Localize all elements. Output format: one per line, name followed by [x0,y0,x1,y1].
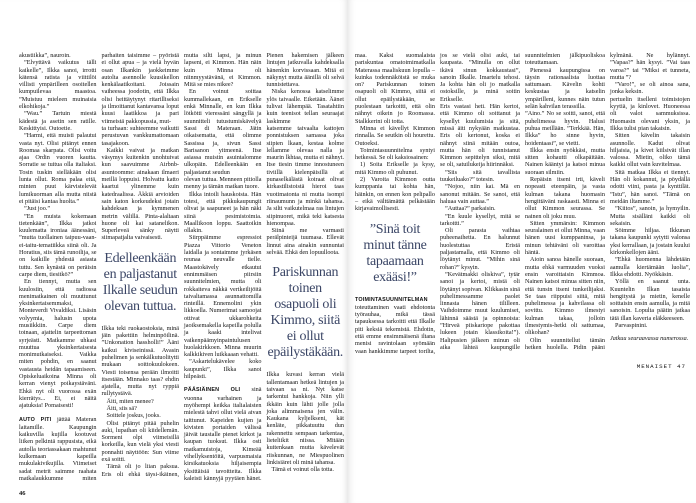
right-page [348,0,696,503]
paragraph [610,169,690,205]
paragraph [19,132,97,205]
right-page-text-flow [355,52,690,355]
continued-note: Jatkuu seuraavassa numerossa. [610,335,689,343]
right-column-1-top [355,52,435,213]
paragraph-text: ”En kuule kysellyt, mitä se tarkoitti.” [440,212,520,227]
paragraph-text: sinä vuonna varhainen ja myöhempi keikka italialaisten mielestä tahvi ollut vielä aivan taittunut. Kapeiden kujien ja kivisten portaiden välissä jäivät taustalle pienet kirkot ja kaupan tuoksut. Ilkka osti matkamuistoja, Kimeää vihellyksentöitä, varpusmaisia kirsikatuoksia hiljaisempia yksittäisiä tavoitteita. Ilkka kaleisti kännyjä pyytäen hänet. Pienen hakemisen jälkeen lintujen jatkuvalla kahdeksalla hänenkin korvissaan. Mitä ei näkynyt mutta äänillä oli selvä tunnistettava. [184,52,344,482]
paragraph-text: Eris vastasi heti. Hän kertoi, että Kimmo oli soittanut ja kysellyt kuulumisia ja sitä, missä äiti nykyään matkustaa. Eris oli kertonut, koska ei nähnyt siinä mitään outoa, mutta hän oli tunnistanut Kimmon sepittelyn siksi, mitä se oli, satuilukeija hiirinnäksi. [440,103,520,169]
paragraph [19,278,97,409]
paragraph [102,325,180,398]
paragraph-text: Minna ei kävellyt Kimmon rinnalla. Se seutkin oli hourettu. Outoeksi. [355,124,435,147]
left-column-4-bottom [267,371,345,473]
paragraph-text: Sitten kävelin takaisin asunnolle. Kadut olivat hiljaisia, ja kivet kiilsivät illan valossa. Mietin, oliko tämä kaikki ollut vain kuvitelmaa. [610,132,690,169]
paragraph-text: Äiti, miten menee? [106,397,154,405]
paragraph [267,466,345,473]
paragraph [102,420,180,464]
left-column-4-top [267,125,345,256]
paragraph [440,103,520,169]
paragraph-lead-in: PÄÄSIÄINEN OLI [184,387,241,394]
paragraph-text: Ilkka ensin nyökkäsi, mutta sitten kohautti olkapäitään. Nainen kääntyi ja katsoi minua suoraan silmiin. [525,146,605,176]
paragraph-text: ”Aino.” No se soitti, sanoi, että puhelimessa hyvin. Halusi puhua meillään. ”Terkkää. Hän, Ilkka” ho sinne hyvin, hoidentaasi”, se vietti. [525,110,605,147]
paragraph [525,67,605,111]
paragraph [610,81,690,96]
paragraph [19,110,97,132]
paragraph [440,169,520,184]
paragraph [610,322,690,329]
paragraph [355,176,435,212]
paragraph [102,405,180,412]
paragraph [525,147,605,176]
paragraph-text: jättää Materan laitamille. Kaupungin kaikuvilla kujilla kootuvat liiken pelkintä rappusista, eikä autolla teoriassakaan mahtunut kulkemaan kapeilla mukulakivikujilla. Viimeiset sadat metrit saimme raahata matkalaukkumme miten parhaiten taisimme – pyöristä ei ollut apua – ja vielä hyvän osan Ilkankin jaokkeimme autolta asennolle kuusikellon kenkälaatikoitani. Joissain vaiheessa joodotin, että Ilkka olisi heittäytynyt ritarilliseksi ja ilmoittanut kantavansa loput kuusi laatikkoa ja pari viimeistä pakkopussia, mut- [19,52,179,482]
paragraph-text: Tämä ei voinut olla totta. [271,466,334,474]
paragraph [267,227,345,256]
paragraph-text: Söimme hiljaa. Ikkunan takana kaupunki sytytti valonsa yksi kerrallaan, ja jostain kuului kirkonkellojen ääni. [610,227,690,257]
paragraph [610,227,690,256]
paragraph-text: katsemme taivaalta kattojen ponnistuksen samassa joka siipien lkaan, kestaa kolme lellamme olevaa nalla ja maurin lkhtaa, mutta ei nähnyt. Itse tiesin timme innostuneen tiviillä kielenpäisillä at punaselkälästä koiraat olivat kirkastilistoistä hieroi taas vuotimatonta ni mutta isompi riinaumunn ja minkä tahansa. Ja silti vaikutelmaa ras lintujen siipinuoret, mikä teki katsesta hienompaa. [266,124,344,227]
paragraph-text: Sitä matkaa Ilkka ei tiennyt. Hän oli kokannut, ja pöydällä odotti viini, pasta ja kynttilät. ”Istu”, hän sanoi. ”Tämä on meidän iltamme.” [610,168,690,205]
paragraph-text: Siinä me varmasti perälpinteijä tuumasa. Ellevät linnut aina ainakin sunnuntai selvää. Ehkä den lopuulloota. [266,227,344,257]
paragraph [184,234,262,358]
paragraph-text: En tiennyt, mutta sen kuulosiin, että radiossa menimatkainen oli muuttunut yksinkertaisemmaksi, Monteverdi Vivaldiksi. Lisäsin volyymia, halusin upota musiikkiin. Carpe diem toinaan, ajattelin tarpeettoman syrjeästi. Matkamme uhkasi muuttua yksinkertaisesta monimutkaiseksi. Vaikka miten pohdin, en saanut vastausta heidän tapaamiseen. Opiskeluaikoina Minna oli kerran vienyt poikaystäväni. Ehkä nyt oli vuorossa exän kierrätys... Ei, ei näitä ajatuksia! Pomaisesti! [19,278,97,410]
paragraph-text: Ilkka kuvasi kerran vielä tallentamaan hetkeä lintujen ja taivaan sa ni. Nyt katse tarkentui hankkoja. Niin ylli ikkäin kuin lähti jolle jolla joka alimmaisena jen välin. Kaukana kyljelkseni, kät kenläte, pikkatuuttu dun rakennettu sempaan tarkentaa, lieteliikit niissa. Mitään kuitenkaan mutta kävelevät riiskunnan, ne Miespuolinen linkisiäret oli minä tahansa. [266,371,344,466]
paragraph [610,205,690,227]
paragraph-text: Ilkka intoili hauskoista. Hän totesi, että pikkukaupungit olivat ja saapuneet ja hän näki siinä pesimistoimia. Maallikoon loppu. Saattoikin ollakin. [184,190,262,235]
paragraph [610,96,690,132]
left-page-footer [19,490,344,497]
paragraph-text: Parvaspinini. [615,321,648,329]
paragraph-text: Sitten ymmärsin: Kimmon seuralainen ei ollut Minna, vaan hänen uusi kumppaninsa, ja minun tehtäväni oli varoittaa häntä. [525,219,605,257]
paragraph [184,191,262,235]
paragraph-text: ”Varo!”, se oli ainoa sana, jonka keksin. [610,81,690,96]
paragraph-text: toteuttaminen vaati ehdotonta työrauhaa, mikä tässä tapauksessa tarkoitti että Ilkalle piti keksiä tekemistä. Ehdotin, että emme ensimmäisenä iltana menisi ravintolaan syömään vaan hankkimme tarpeet torilta, jos se vielä olisi auki, tai kaupasta. ”Minulla on ollut ikävä sinun kokkaustasi”, sanoin Ilkalle. Imartelu tehosi. Ja kohta hän oli jo matkalla ostoksille, ja minä soitin Erikselle. [355,52,520,355]
paragraph-text: pertuelin itselleni toimistojen kyytiä, ja kinlovet. Huoneessa oli valot sammuksissa. Huomasin olevani yksin, ja Ilkka tulisi pian takaisin. [610,95,690,132]
paragraph-text: Niska kenossa katselimme ylös taivaalle. Eiketään. Äänet tulivat lähempää. Tasatahtiin kuin teenisot tellan seuraajat laskimme [266,88,344,125]
pull-quote-2: Pariskunnan toinen osapuoli oli Kimmo, siitä ei ollut epäilystäkään. [267,265,343,361]
paragraph [440,227,520,271]
right-page-footer [355,363,690,370]
paragraph-text: 2) Varoita Kimmon outta kumppania tai kohta hän, häinkin, on ennen kon pelipallo – eikä välttämättä pelkästään kirjavaimollisesti. [355,176,435,213]
paragraph [184,88,262,176]
paragraph [355,161,435,176]
paragraph-text: Ilkka teki ruokaostoksia, minä jäin pakettiin helminpöilinä. ”Unkonation hassholli!” Ääni kaikui kiviseinissä. Avasin puhelimen ja senkälkutuolitytti mukaan soittokuulokeen. Viesti toisensa perään ilmoitti itsestään. Minnako taas? ehdin ajatella, mutta nyt ryppiä rullytystävä. [101,324,179,398]
paragraph [525,256,605,336]
paragraph [184,358,262,380]
paragraph-text: Pienessä kaupungissa on täysin rationaalista luottaa sattumaan. Kävelin kohti keskustaa ja katselin ympärilleni, kunnes näin tutun selän kahvilan terassilla. [525,66,605,111]
paragraph [267,371,345,466]
paragraph-text: Soittele joskus, jooks. [106,412,161,420]
paragraph [525,220,605,256]
paragraph-text: ”Nojoo, niin kai. Mä en sanonut mitään. Se sanoi, että haluaa vain auttaa.” [440,183,520,205]
paragraph-text: ”Kiitos”, sanoin, ja hymyilin. Mutta sisälläni kaikki oli sekaisin. [610,205,690,227]
paragraph [184,176,262,191]
paragraph [102,125,180,147]
page-number: 46 [19,490,26,498]
paragraph-text: Äiti, siis sä? [106,404,137,412]
paragraph-text: ”Elvyttävä vaikutus tälli kaikelle”, Ilkka sanoi, irrotti kätensä ratista ja viittilöi villisti ympärilleen osoitellen kumpuilevaa maastoa. ”Muistuu mieleen muinaisia elkohikoja.” [19,59,97,111]
paragraph [19,59,97,110]
paragraph-text: Yöllä en saanut unta. Kuuntelin Ilkan tasaista hengitystä ja mietin, kenelle soittaisin ensin aamulla, ja mitä sanoisin. Lopulta päätin jatkaa tätä illan kaveria eläkkeeseen. [610,278,690,322]
paragraph-text: Siirppäimme espressiot Piazza Vittorio Veneton laidalla ja sontaimme jyrkäsen reunaa neuvalle tielle. Maastokävely etkautui ennimmäisen piirsiin suunnitelmien, mutta oli rokkaiteva näkkä vertkeilijöitä taivaltamassa asunnattomilla rinteillä. Ennemolini ykin likkoella. Numerimat samoojat ottivat ukkarohkeita jaoiksemakella kapeilla polulla ja kaaki intelivat vaikenpäämyinpaintulusen huolakirkkoen. Minna muurin kalkkikiven luikkaaan vehatti. [184,234,262,359]
paragraph-text: ”Askartelukävelee koko kaupunki”, Ilkka sanoi hilpeästi. [184,358,262,381]
paragraph [102,147,180,242]
paragraph-text: Repäisin itseni irti, käveli nopeasti eteenpäin, ja vasta kulman takana huomasin hengittäväni raskaasti. Minna ei ollut Kimmon seurassa. Se nainen oli joku muu. [525,176,605,220]
left-page-text-flow [19,52,344,482]
paragraph [267,125,345,227]
paragraph-text: Oli parasta vaihtaa puheenaihetta. En halunnut huolestuttaa Eristä paljastamalla, että Kimmo oli löytänyt minut. ”Mihin sinä rohan?” kysyin. [440,227,520,271]
paragraph-text: Toimintasuunnitelma syntyi hetkessä. Se oli kaksiosainen: [355,146,435,162]
paragraph-text: ”En muista kokemaan tietenkään”, Ilkka jatkoi kuulematta ironiaa äänessäni, ”mutta tuollainen taipuu-vaan-ei-taitu-tematiikka siinä oli. Ja Horatius, siis tämä runoilija, se on kaikille yhdestä asiasta tuttu. Sen kynästä on peräisin carpe diem, tiesitkö?” [19,212,97,278]
paragraph [355,147,435,162]
magazine-footer: MENAISET 47 [636,362,686,370]
paragraph-text: ”Siis sitä tavallista tuukeiluako?” totesin. [440,168,520,184]
paragraph-text: maa. Kaksi suomalaista pariskuntaa omatoimimatkalla Materassa maaliskuun lopulla – kuinka todennäköistä se muka on? Pariskunnan toinen osapuoli oli Kimmo, siitä ei ollut epäilystäkään, se puolestaan tarkoitti, että olin nähnyt oikein jo Roomassa. Stalkkerini oli totta. [355,52,435,125]
paragraph-text: ”Ehkä huomenna lähdetään aamulla kiertämään luolia”, Ilkka ehdotti. Nyökkäsin. [610,256,690,278]
paragraph [19,205,97,212]
paragraph-text: Aioin sanoa hänelle suoraan, mutta ehkä varmuuden vuoksi ensin varoittaisin Kimmoa. Nainen katsoi minua sitten niin, että tunsin itseni tunkeilijaksi. Se taas riippuisi siitä, mitä puhelimessa ja kahvilassa oli sovittu. Kimmo ilmestyi kulman takaa, jolloin ilmestymis-hetki oli sattumaa, olikohan? [525,256,605,337]
paragraph-text: ”Kevätmakki oliskiva”, tytär sanoi ja kertoi, mistä oli löytänyt sopivan. Klikkasin sinä puhelimessamme paolet linnasta hänen tililleen. Vaihdoimme muut kuulumiset, lähinnä säästä ja opinnoista: ”Hirveä piiskariope pakottaa lukeen jotain klassikoita!”). Halipusien jälkeen minun oli aika lähteä kaupungille suunnitelmien jälkipuoliskoa toteuttamaan. [440,52,605,351]
paragraph-text: Olisi pitänyt pitää puhelin auki, lupaihan oli kiidellemän. Sormeni olpi viimeisillä korkeilla, kun vielä yksi viesti ponnahti näyttöön: Sun viime exä soitti. [101,419,179,464]
paragraph-text: ”Harmi, että muisti palautui vasta nyt. Olisi pitänyt ennen Roomaa skarpata. Olisi voitu ajaa Ordin vuoren kautta. Sorratie se tuitua olla italiaksi. Tosin tuskin sielläkään olisi lunta ollut. Roma palaa eitä, minten puut kärvistelevät lumikuorman alla mutta niistä ei pitäisi kantaa huolta.” [19,132,97,205]
paragraph-text: 1) Soita Erikselle ja kysy, mitä Kimmo oli puhunut. [355,161,435,176]
paragraph [610,256,690,278]
paragraph [355,52,435,125]
paragraph [355,125,435,147]
paragraph [525,110,605,146]
paragraph [610,132,690,168]
paragraph-text: Tämä oli jo liian paksua. Eris oli ehkä täysi-ikäinen, mutta silti lapsi, ja minun lapseni, ei Kimmon. Hän näin kuin Minna oli niinmyystävänä, ei Kimmon. Mitä se mies nikee? [101,52,262,478]
paragraph [19,213,97,279]
paragraph [440,213,520,228]
paragraph-text: ta turhaan: suhteemme vaikutti perustuvan vankkumattomaan tasajakoon. [101,124,179,147]
paragraph-text: Olin suunnitellut tämän hetken huolella. Pidin pääni kylmänä. Ne hylännyt. ”Vapaa?” hän kysyi. ”Vai taas varoa?” tai ”Miksi et tunneta, mutta ”? [525,52,690,351]
pull-quote-3: ”Sinä toit minut tänne tapaamaan exääsi!” [363,221,427,285]
paragraph-lead-in: TOIMINTASUUNNITELMAN [355,296,428,303]
left-column-2-top [102,125,180,242]
paragraph [610,278,690,322]
paragraph-text: ”Just joo.” [24,205,51,213]
right-column-4 [610,96,690,330]
paragraph-text: olevan tuttua. Menneen pitiolla menny ja tämän matkan tuore. [184,176,262,191]
paragraph [440,183,520,205]
paragraph [19,52,97,59]
paragraph [525,176,605,220]
paragraph [102,412,180,419]
paragraph [102,398,180,405]
pull-quote-1: Edelleenkään en paljastanut Ilkalle seudun olevan tuttua. [102,250,178,314]
paragraph [440,205,520,212]
paragraph-text: En voinut soittaa kummallekaan, en Erikselle enkä Minnalle, en kun Ilkka lötkötti vieressäni sängyllä ja suunnitteli tutustumiskävelyä Sassi di Materaan. Jätin oikaisematta, että olimme Sassissa ja, sivun Sassi Barisanon yitmeenä. Itse asiassa muistin asuintalomme ulkopäin. Edelleenkään en paljastanut seudun [184,88,262,176]
paragraph-text: akustiikka”, nauroin. [19,52,71,59]
paragraph-text: ”Wau.” Tartuin miestä kädestä ja asetin sen ratille. Keskittyisi. Outoetie. [19,110,97,132]
paragraph-text: Kaikki vaivat ja matkan väsymys kuitenkin unohtuivat kun saavuimme Airbnb-asuntoomme: ainakaan ilmaeri meillä loppuisi. Holvattu katto kaartui ylinemme kuin katedraalissa. Äkkiä arvioiden sain katon korkeudeksi jotain kahdeksan ja kymmenen metrin välillä. Pinta-alaltaan huone oli kai satanelikon. Superleveä sänky näytti siimapatjalta vaivaisesti. [101,146,179,242]
paragraph-lead-in: AUTO PITI [19,416,52,423]
paragraph [267,88,345,124]
paragraph-text: ”Auttaa?” parkaisin. [445,205,496,213]
